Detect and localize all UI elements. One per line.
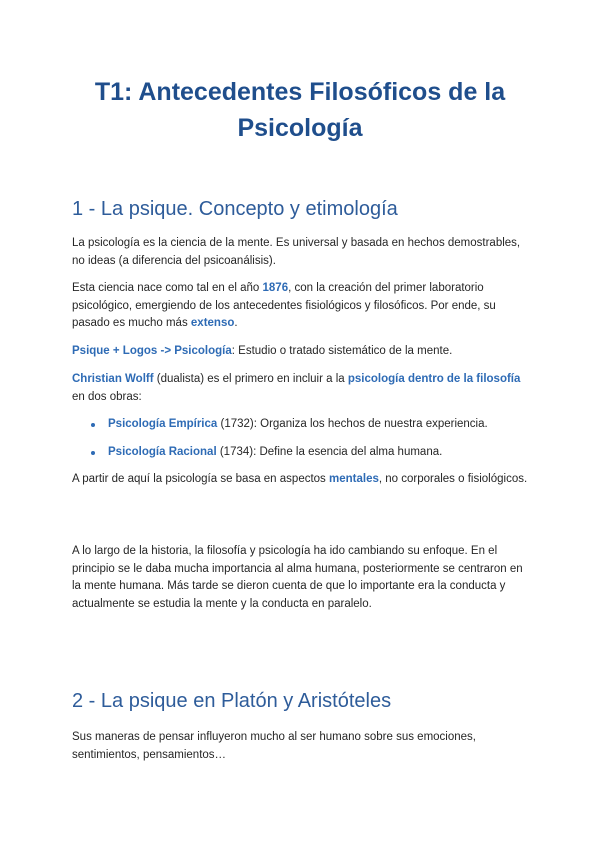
section-1-paragraph-3 (72, 343, 532, 361)
text-run: , no corporales o fisiológicos. (378, 473, 528, 485)
bullet-dot-icon (91, 451, 95, 455)
text-run: , con la creación del primer laboratorio psicológico, emergiendo de los antecedentes fisiológicos y filosóficos. Por ende, su pasado es mucho más (72, 282, 496, 329)
bullet-dot-icon (91, 423, 95, 427)
highlight-christian-wolff: Christian Wolff (72, 373, 154, 385)
list-item (72, 416, 532, 434)
section-1-paragraph-1: La psicología es la ciencia de la mente. Es universal y basada en hechos demostrables, no ideas (a diferencia del psicoanálisis). (72, 237, 521, 267)
section-1-paragraph-4 (72, 371, 532, 406)
highlight-extenso: extenso (190, 317, 235, 329)
text-run: (1732): Organiza los hechos de nuestra experiencia. (217, 418, 488, 430)
text-run: (dualista) es el primero en incluir a la (153, 373, 348, 385)
section-2-heading: 2 - La psique en Platón y Aristóteles (72, 690, 392, 712)
highlight-psicologia-filosofia: psicología dentro de la filosofía (347, 373, 521, 385)
document-title: T1: Antecedentes Filosóficos de la Psicología (94, 78, 506, 142)
text-run: (1734): Define la esencia del alma humana. (216, 445, 443, 458)
highlight-psicologia-empirica: Psicología Empírica (108, 418, 218, 430)
highlight-year: 1876 (262, 282, 289, 294)
text-run: A partir de aquí la psicología se basa en aspectos (72, 473, 329, 485)
section-1-paragraph-6: A lo largo de la historia, la filosofía y psicología ha ido cambiando su enfoque. En el principio se le daba mucha importancia al alma humana, posteriormente se centraron en la mente humana. Más tarde se dieron cuenta de que lo importante era la conducta y actualmente se estudia la mente y la conducta en paralelo. (72, 545, 523, 610)
highlight-mentales: mentales (329, 473, 379, 485)
text-run: en dos obras: (72, 390, 142, 403)
text-run: : Estudio o tratado sistemático de la mente. (231, 345, 453, 357)
section-1-paragraph-5 (72, 471, 532, 489)
section-1-heading: 1 - La psique. Concepto y etimología (72, 198, 398, 220)
works-list (72, 416, 532, 461)
highlight-psique-logos: Psique + Logos -> Psicología (72, 345, 232, 357)
text-run: . (234, 317, 238, 329)
text-run: Esta ciencia nace como tal en el año (72, 282, 263, 294)
section-2-paragraph-1: Sus maneras de pensar influyeron mucho al ser humano sobre sus emociones, sentimientos, pensamientos… (72, 731, 476, 761)
highlight-psicologia-racional: Psicología Racional (108, 445, 217, 458)
section-1-paragraph-2 (72, 280, 532, 333)
list-item (72, 444, 532, 462)
